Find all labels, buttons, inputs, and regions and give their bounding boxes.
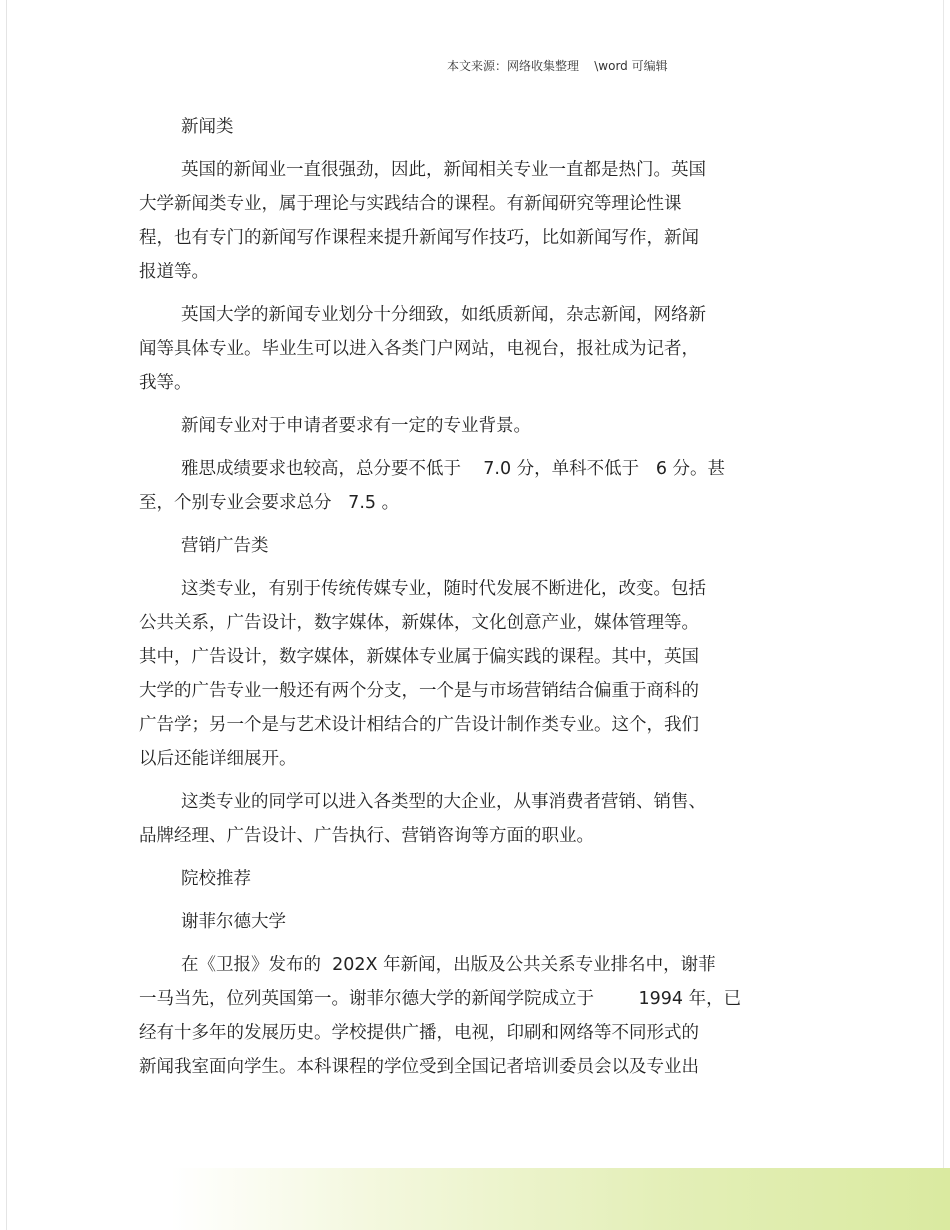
paragraph xyxy=(139,785,799,853)
page-edge xyxy=(6,0,7,1230)
paragraph xyxy=(139,572,799,776)
text-line: 报道等。 xyxy=(139,262,209,282)
text-line: 品牌经理、广告设计、广告执行、营销咨询等方面的职业。 xyxy=(139,826,594,846)
paragraph xyxy=(139,948,799,1084)
text-line: 新闻专业对于申请者要求有一定的专业背景。 xyxy=(181,416,531,436)
text-line: 雅思成绩要求也较高，总分要不低于 7.0 分，单科不低于 6 分。甚 xyxy=(181,459,726,479)
text-line: 至，个别专业会要求总分 7.5 。 xyxy=(139,493,400,513)
text-line: 营销广告类 xyxy=(181,536,269,556)
text-line: 其中，广告设计，数字媒体，新媒体专业属于偏实践的课程。其中，英国 xyxy=(139,647,699,667)
text-line: 公共关系，广告设计，数字媒体，新媒体，文化创意产业，媒体管理等。 xyxy=(139,613,699,633)
section-heading-marketing xyxy=(139,529,799,563)
text-line: 广告学；另一个是与艺术设计相结合的广告设计制作类专业。这个，我们 xyxy=(139,715,699,735)
section-heading-recommendations xyxy=(139,862,799,896)
subheading-university xyxy=(139,905,799,939)
document-body xyxy=(139,110,799,1093)
source-note: 本文来源：网络收集整理 \word 可编辑 xyxy=(447,59,668,73)
paragraph xyxy=(139,153,799,289)
text-line: 我等。 xyxy=(139,373,192,393)
paragraph xyxy=(139,298,799,400)
text-line: 新闻类 xyxy=(181,117,234,137)
paragraph xyxy=(139,452,799,520)
text-line: 这类专业，有别于传统传媒专业，随时代发展不断进化，改变。包括 xyxy=(181,579,706,599)
text-line: 院校推荐 xyxy=(181,869,251,889)
section-heading-journalism xyxy=(139,110,799,144)
text-line: 大学新闻类专业，属于理论与实践结合的课程。有新闻研究等理论性课 xyxy=(139,194,682,214)
text-line: 闻等具体专业。毕业生可以进入各类门户网站，电视台，报社成为记者， xyxy=(139,339,699,359)
text-line: 谢菲尔德大学 xyxy=(181,912,286,932)
text-line: 一马当先，位列英国第一。谢菲尔德大学的新闻学院成立于 1994 年，已 xyxy=(139,989,742,1009)
text-line: 程，也有专门的新闻写作课程来提升新闻写作技巧，比如新闻写作，新闻 xyxy=(139,228,699,248)
text-line: 新闻我室面向学生。本科课程的学位受到全国记者培训委员会以及专业出 xyxy=(139,1057,699,1077)
page-edge xyxy=(943,0,944,1230)
text-line: 经有十多年的发展历史。学校提供广播，电视，印刷和网络等不同形式的 xyxy=(139,1023,699,1043)
text-line: 在《卫报》发布的 202X 年新闻，出版及公共关系专业排名中，谢菲 xyxy=(181,955,716,975)
page-bottom-shading xyxy=(0,1168,950,1230)
text-line: 以后还能详细展开。 xyxy=(139,749,297,769)
text-line: 英国大学的新闻专业划分十分细致，如纸质新闻，杂志新闻，网络新 xyxy=(181,305,706,325)
text-line: 这类专业的同学可以进入各类型的大企业，从事消费者营销、销售、 xyxy=(181,792,706,812)
paragraph xyxy=(139,409,799,443)
text-line: 大学的广告专业一般还有两个分支，一个是与市场营销结合偏重于商科的 xyxy=(139,681,699,701)
text-line: 英国的新闻业一直很强劲，因此，新闻相关专业一直都是热门。英国 xyxy=(181,160,706,180)
